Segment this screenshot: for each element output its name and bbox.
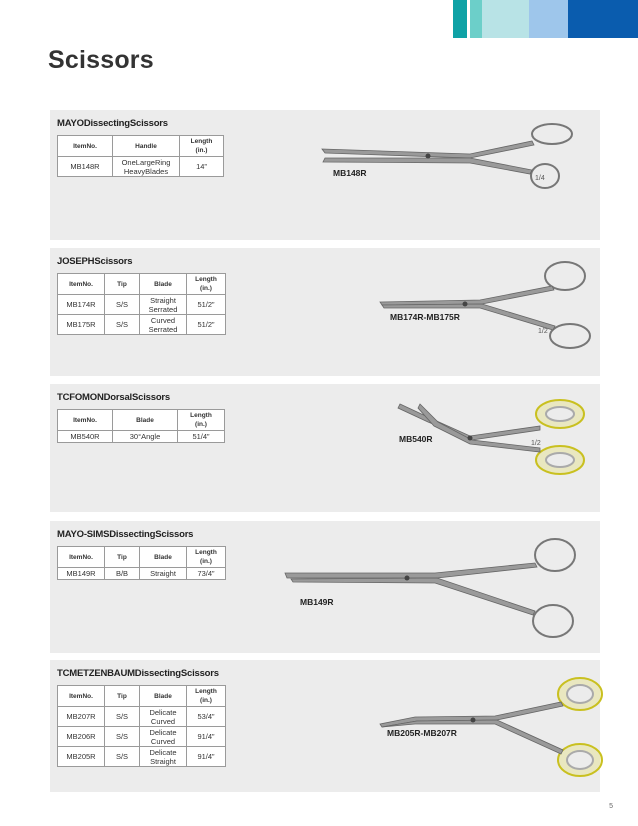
product-code: MB149R [300, 597, 334, 607]
cell: Curved Serrated [140, 315, 187, 335]
table-row [58, 568, 226, 580]
section-mayo-sims [50, 521, 600, 653]
col-header: Blade [140, 547, 187, 568]
section-title: TCFOMONDorsalScissors [57, 392, 170, 403]
color-block-2 [470, 0, 482, 38]
col-header: ItemNo. [58, 410, 113, 431]
color-block-5 [568, 0, 638, 38]
header-color-bar [453, 0, 638, 38]
cell: MB206R [58, 727, 105, 747]
product-code: MB540R [399, 434, 433, 444]
table-row [58, 157, 224, 177]
col-header: Length (in.) [187, 547, 226, 568]
cell: B/B [105, 568, 140, 580]
scissors-image [375, 672, 605, 792]
spec-table [57, 546, 226, 580]
cell: S/S [105, 707, 140, 727]
col-header: Handle [113, 136, 180, 157]
col-header: Length (in.) [180, 136, 224, 157]
col-header: Blade [140, 686, 187, 707]
cell: 91/4” [187, 747, 226, 767]
table-row [58, 727, 226, 747]
table-row [58, 431, 225, 443]
col-header: Length (in.) [187, 274, 226, 295]
cell: 51/4” [178, 431, 225, 443]
col-header: ItemNo. [58, 547, 105, 568]
spec-table [57, 135, 224, 177]
color-block-4 [529, 0, 568, 38]
section-joseph [50, 248, 600, 376]
col-header: ItemNo. [58, 136, 113, 157]
product-code: MB205R-MB207R [387, 728, 457, 738]
col-header: Tip [105, 547, 140, 568]
spec-table [57, 409, 225, 443]
cell: MB174R [58, 295, 105, 315]
col-header: ItemNo. [58, 274, 105, 295]
cell: MB175R [58, 315, 105, 335]
cell: MB205R [58, 747, 105, 767]
col-header: Blade [113, 410, 178, 431]
product-code: MB174R-MB175R [390, 312, 460, 322]
page-title: Scissors [48, 46, 154, 74]
section-title: MAYODissectingScissors [57, 118, 168, 129]
spec-table [57, 685, 226, 767]
section-metzenbaum [50, 660, 600, 792]
section-title: TCMETZENBAUMDissectingScissors [57, 668, 219, 679]
cell: 51/2” [187, 315, 226, 335]
color-block-1 [453, 0, 467, 38]
scale-label: 1/2 [531, 440, 541, 447]
col-header: Length (in.) [178, 410, 225, 431]
color-block-3 [482, 0, 529, 38]
cell: S/S [105, 747, 140, 767]
spec-table [57, 273, 226, 335]
scissors-image [370, 258, 600, 368]
cell: OneLargeRing HeavyBlades [113, 157, 180, 177]
cell: MB149R [58, 568, 105, 580]
cell: S/S [105, 295, 140, 315]
section-mayo-dissecting [50, 110, 600, 240]
col-header: Tip [105, 686, 140, 707]
cell: MB540R [58, 431, 113, 443]
cell: 53/4” [187, 707, 226, 727]
cell: 73/4” [187, 568, 226, 580]
section-title: JOSEPHScissors [57, 256, 133, 267]
section-fomon-dorsal [50, 384, 600, 512]
scale-label: 1/4 [535, 175, 545, 182]
cell: S/S [105, 727, 140, 747]
product-code: MB148R [333, 168, 367, 178]
table-row [58, 707, 226, 727]
cell: Delicate Curved [140, 727, 187, 747]
table-row [58, 747, 226, 767]
cell: MB207R [58, 707, 105, 727]
table-row [58, 295, 226, 315]
cell: Straight Serrated [140, 295, 187, 315]
scale-label: 1/2 [538, 328, 548, 335]
cell: S/S [105, 315, 140, 335]
col-header: Blade [140, 274, 187, 295]
col-header: ItemNo. [58, 686, 105, 707]
cell: Delicate Straight [140, 747, 187, 767]
col-header: Tip [105, 274, 140, 295]
scissors-image [285, 533, 575, 643]
col-header: Length (in.) [187, 686, 226, 707]
scissors-image [320, 116, 560, 196]
cell: MB148R [58, 157, 113, 177]
cell: 14” [180, 157, 224, 177]
cell: Straight [140, 568, 187, 580]
page-number: 5 [609, 803, 613, 810]
table-row [58, 315, 226, 335]
scissors-image [390, 392, 590, 492]
cell: 91/4” [187, 727, 226, 747]
cell: Delicate Curved [140, 707, 187, 727]
cell: 51/2” [187, 295, 226, 315]
cell: 30°Angle [113, 431, 178, 443]
section-title: MAYO-SIMSDissectingScissors [57, 529, 194, 540]
